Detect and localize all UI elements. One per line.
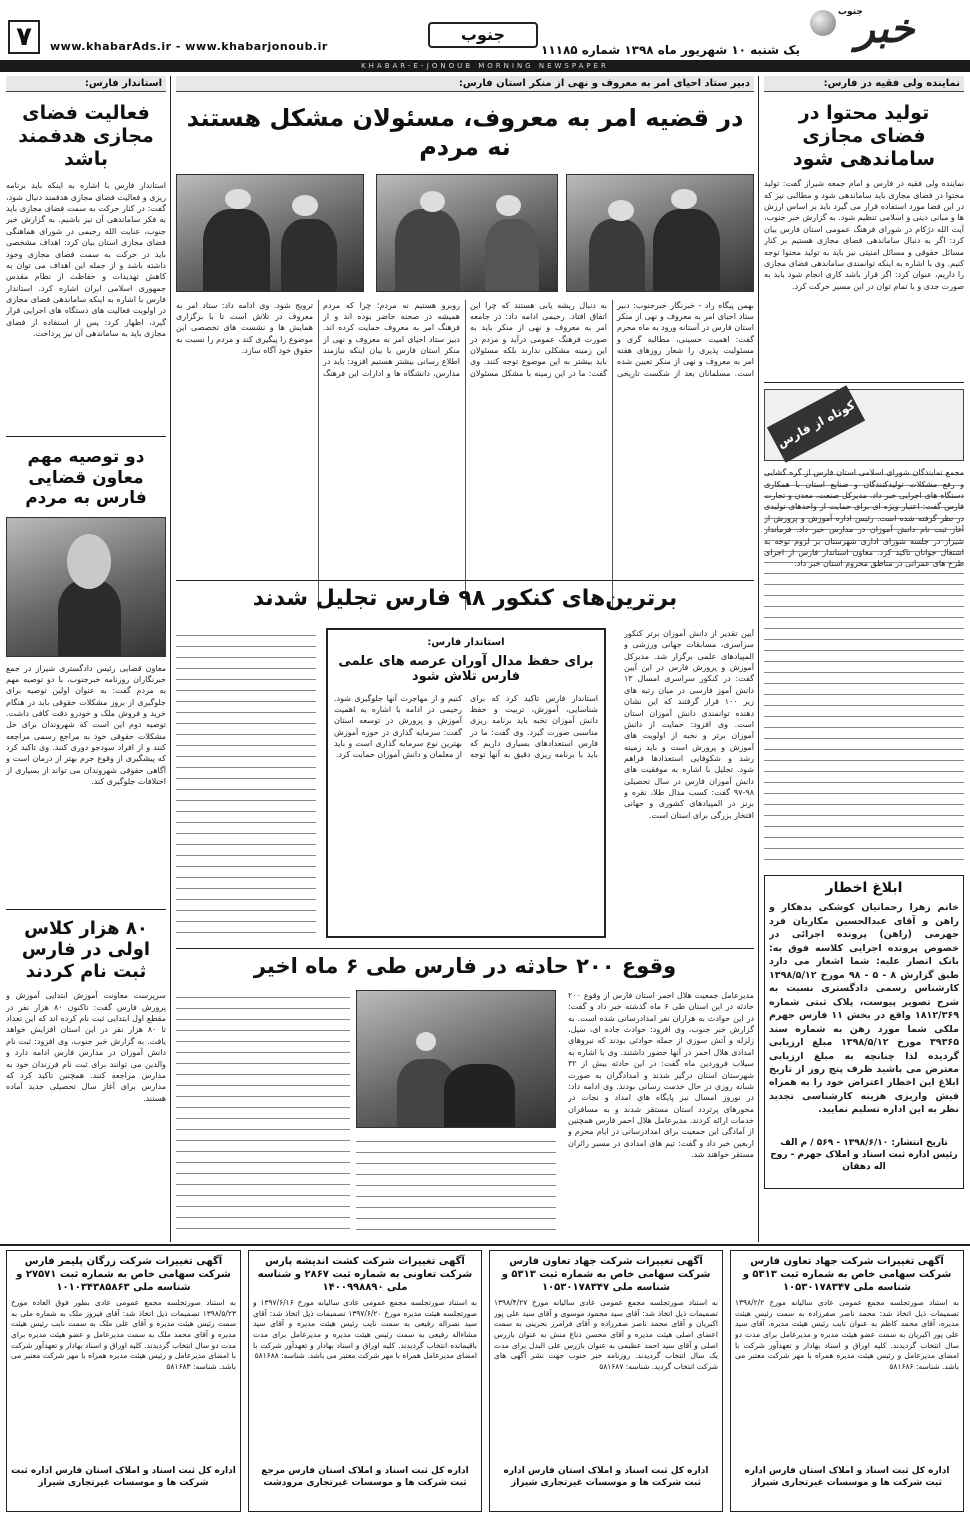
notice-date: تاریخ انتشار: ۱۳۹۸/۶/۱۰ - ۵۶۹ / م الف [780,1138,948,1149]
page-number: ۷ [8,20,40,54]
konkur-story [176,586,754,946]
left-headline-2: دو توصیه مهم معاون قضایی فارس به مردم [25,447,147,509]
notice-body: خانم زهرا رحمانیان کوشکی بدهکار و راهن و آقای عبدالحسین مکاریان فرد جهرمی (راهن) پرونده اجرائی در خصوص پرونده اجرایی کلاسه فوق به: بانک انصار علیه: شما اشعار می دارد طبق گزارش ۸ - ۵ - ۹۸ مورخ ۱۳۹۸/۵/۱۲ کارشناس رسمی دادگستری نسبت به شرح تصویر پیوست، پلاک ثبتی شماره ۱۸۱۲/۳۶۹ واقع در بخش ۱۱ فارس جهرم ملکی شما مورد رهن به شماره سند ۳۹۳۶۵ مورخ ۱۳۹۸/۵/۱۲ مبلغ ارزیابی گردیده لذا چنانچه به مبلغ ارزیابی معترض می باشید ظرف پنج روز از تاریخ ابلاغ این اخطار اعتراض خود را به همراه فیش واریزی هزینه کارشناسی تجدید نظر به این اداره تسلیم نمایید. [769,902,959,1116]
konkur-box-body: استاندار فارس تاکید کرد که برای شناسایی، آموزش، تربیت و حفظ دانش آموزان نخبه باید برنامه ریزی مناسبی صورت گیرد. وی گفت: ما در فارس استعدادهای بسیاری داریم که باید با برنامه ریزی دقیق به آنها توجه کنیم و از مهاجرت آنها جلوگیری شود. رحیمی در ادامه با اشاره به اهمیت آموزش و پرورش در توسعه استان گفت: سرمایه گذاری در حوزه آموزش بهترین نوع سرمایه گذاری است و باید از معلمان و دانش آموزان حمایت کرد. [334,693,598,760]
ad-title: آگهی تغییرات شرکت جهاد تعاون فارس شرکت سهامی خاص به شماره ثبت ۵۳۱۳ و شناسه ملی ۱۰۵۳۰۱۷۸۳۴۷ [742,1256,952,1293]
left-body-2: معاون قضایی رئیس دادگستری شیراز در جمع خبرنگاران روزنامه خبرجنوب، با دو توصیه مهم به مردم گفت: به عنوان اولین توصیه برای جلوگیری از بروز مشکلات حقوقی باید در هنگام خرید و فروش ملک و خودرو دقت کافی داشت. توصیه دوم این است که شهروندان برای حل مشکلات حقوقی خود به مراجع رسمی مراجعه کنند و از افراد سودجو دوری کنند. وی تاکید کرد که پیشگیری از وقوع جرم بهتر از درمان است و آگاهی حقوقی شهروندان می تواند از بسیاری از اختلافات جلوگیری کند. [6,663,166,787]
brief-body: مجمع نمایندگان شورای اسلامی استان فارس از گره گشایی و رفع مشکلات تولیدکنندگان و صنایع استان با همکاری دستگاه های اجرایی خبر داد. مدیرکل صنعت، معدن و تجارت فارس گفت: اعتبار ویژه ای برای حمایت از واحدهای تولیدی در نظر گرفته شده است. رئیس اداره آموزش و پرورش از آغاز ثبت نام دانش آموزان در مدارس خبر داد. فرماندار شیراز در جلسه شورای اداری شهرستان بر لزوم توجه به اشتغال جوانان تاکید کرد. معاون استاندار فارس از اجرای طرح های عمرانی در مناطق محروم استان خبر داد. [764,467,964,867]
masthead-small: جنوب [838,7,863,17]
left-kicker: استاندار فارس: [6,76,166,92]
ad-body: به استناد صورتجلسه مجمع عمومی عادی سالیانه مورخ ۱۳۹۸/۴/۲۷ تصمیمات ذیل اتخاذ شد: آقای سید محمود موسوی و آقای سید علی پور اکبریان و آقای محمد ناصر صفرزاده و آقای فرامرز بحرینی به سمت اعضای اصلی هیئت مدیره و آقای محسن دناغ منش به عنوان بازرس اصلی و آقای سید احمد عظیمی به عنوان بازرس علی البدل برای مدت یک سال انتخاب گردیدند. روزنامه خبر جنوب جهت نشر آگهی های شرکت انتخاب گردید. شناسه: ۵۸۱۶۸۷ [494,1298,718,1371]
accidents-headline: وقوع ۲۰۰ حادثه در فارس طی ۶ ماه اخیر [253,954,677,978]
konkur-body-cont [176,628,316,938]
photo-ceremony-2 [376,174,558,292]
section-label: جنوب [428,22,538,48]
main-body: بهمن پیگاه راد - خبرنگار خبرجنوب: دبیر ستاد احیای امر به معروف و نهی از منکر استان فارس در آستانه ورود به ماه محرم گفت: اهمیت حسینی، مطالبه گری و مسئولیت پذیری را شعار روزهای هفته امر به معروف و نهی از منکر تعیین شده است. مسلمانان بعد از شکست تاریخی به دنبال ریشه یابی هستند که چرا این اتفاق افتاد. رحیمی ادامه داد: در جامعه امر به معروف و نهی از منکر باید به صورت فرهنگ عمومی درآید و مردم در این زمینه مشکلی ندارند بلکه مسئولان باید بیشتر به این موضوع توجه کنند. وی گفت: ما در این زمینه با مشکل مسئولان روبرو هستیم نه مردم؛ چرا که مردم همیشه در صحنه حاضر بوده اند و از فرهنگ امر به معروف حمایت کرده اند. دبیر ستاد احیای امر به معروف و نهی از منکر استان فارس با بیان اینکه نیازمند اطلاع رسانی بیشتر هستیم افزود: باید در مدارس، دانشگاه ها و ادارات این فرهنگ ترویج شود. وی ادامه داد: ستاد امر به معروف در تلاش است تا با برگزاری همایش ها و نشست های تخصصی این موضوع را پیگیری کند و مردم را نسبت به حقوق خود آگاه سازد. [176,300,754,378]
right-kicker: نماینده ولی فقیه در فارس: [764,76,964,92]
photo-ceremony-1 [566,174,754,292]
ad-body: به استناد صورتجلسه مجمع عمومی عادی بطور فوق العاده مورخ ۱۳۹۸/۵/۲۳ تصمیمات ذیل اتخاذ شد: آقای فیروز ملک به شماره ملی به سمت رئیس هیئت مدیره و آقای علی ملک به سمت نایب رئیس هیئت مدیره و آقای محمد ملک به سمت مدیرعامل و عضو هیئت مدیره برای مدت دو سال انتخاب گردیدند. کلیه اوراق و اسناد بهادار و تعهدآور شرکت با امضای مدیرعامل و رئیس هیئت مدیره همراه با مهر شرکت معتبر می باشد. شناسه: ۵۸۱۶۸۳ [11,1298,236,1371]
main-story [176,76,754,576]
website-urls[interactable]: www.khabarAds.ir - www.khabarjonoub.ir [50,40,328,53]
konkur-box [326,628,606,938]
official-portrait-photo [6,517,166,657]
right-body: نماینده ولی فقیه در فارس و امام جمعه شیراز گفت: تولید محتوا در فضای مجازی باید ساماندهی شود و مطالبی نیز که در این فضا مورد استفاده قرار می گیرد باید بر اساس ارزش ها و مبانی دینی و اسلامی تنظیم شود. به گزارش خبر جنوب، آیت الله دژکام در شورای فرهنگ عمومی استان فارس بیان کرد: اگر به دنبال ساماندهی فضای مجازی هستیم بر کنار مسائل حقوقی و مسائل امنیتی نیز باید به تولید محتوا توجه کنیم. وی با اشاره به اینکه توانمندی ساماندهی فضای مجازی را داریم، عنوان کرد: اگر قرار باشد کاری انجام شود باید به صورت جدی و با تمام توان در این مسیر حرکت کرد. [764,179,964,291]
ad-title: آگهی تغییرات شرکت کشت اندیشه پارس شرکت تعاونی به شماره ثبت ۲۸۶۷ و شناسه ملی ۱۴۰۰۹۹۸۸۹۰ [257,1256,473,1293]
left-headline-3: ۸۰ هزار کلاس اولی در فارس ثبت نام کردند [21,917,151,982]
ad-box [730,1250,964,1512]
main-photos [176,174,754,292]
brief-badge: کوتاه از فارس [767,386,865,464]
konkur-box-kicker: استاندار فارس: [427,637,505,648]
ad-box [248,1250,482,1512]
ad-footer: اداره کل ثبت اسناد و املاک استان فارس اداره ثبت شرکت ها و موسسات غیرتجاری شیراز [744,1466,950,1488]
page-header [0,0,970,72]
ad-box [6,1250,241,1512]
photo-ceremony-3 [176,174,364,292]
accidents-body-cont [176,990,350,1234]
left-body: استاندار فارس با اشاره به اینکه باید برنامه ریزی و فعالیت فضای مجازی هدفمند دنبال شود، گفت: در کنار حرکت به سمت فضای مجازی باید به فکر ساماندهی آن نیز باشیم. به گزارش خبر جنوب، عنایت الله رحیمی در شورای هماهنگی فضای مجازی استان بیان کرد: اهداف مشخصی باید در حرکت به سمت فضای مجازی وجود داشته باشد و از جمله این اهداف می توان به کاهش تهدیدات و حفاظت از نظام مقدس جمهوری اسلامی ایران اشاره کرد. استاندار فارس با اشاره به اینکه ساماندهی فضای مجازی در اولویت فعالیت های دستگاه های اجرایی قرار گیرد، اظهار کرد: پس از استفاده از فضای مجازی باید به ساماندهی آن نیز پرداخت. [6,181,166,339]
notice-box [764,875,964,1189]
divider [764,382,964,383]
ads-row [6,1250,964,1512]
notice-signature: رئیس اداره ثبت اسناد و املاک جهرم - روح اله دهقان [770,1150,958,1173]
globe-icon [810,10,836,36]
notice-title: ابلاغ اخطار [825,880,903,897]
right-headline: تولید محتوا در فضای مجازی ساماندهی شود [792,102,936,170]
masthead-title: خبر [855,5,915,52]
masthead-logo [806,4,964,56]
ad-title: آگهی تغییرات شرکت جهاد تعاون فارس شرکت سهامی خاص به شماره ثبت ۵۳۱۳ و شناسه ملی ۱۰۵۳۰۱۷۸۳۴۷ [501,1256,711,1293]
konkur-body: آیین تقدیر از دانش آموزان برتر کنکور سراسری، مسابقات جهانی ورزشی و المپیادهای علمی برگزار شد. مدیرکل آموزش و پرورش فارس در این آیین گفت: در کنکور سراسری امسال ۱۳ دانش آموز فارسی در میان رتبه های زیر ۱۰۰ قرار گرفتند که این نشان دهنده توانمندی دانش آموزان استان است. وی افزود: حمایت از دانش آموزان برتر و نخبه از اولویت های آموزش و پرورش است و باید زمینه رشد و شکوفایی استعدادها فراهم شود. تجلیل با اشاره به موفقیت های دانش آموزان فارس در سال تحصیلی ۹۸-۹۷ گفت: کسب مدال طلا، نقره و برنز در المپیادهای کشوری و جهانی افتخار بزرگی برای استان است. [624,629,754,820]
left-column [6,76,166,1242]
left-headline: فعالیت فضای مجازی هدفمند باشد [18,102,154,170]
konkur-box-headline: برای حفظ مدال آوران عرصه های علمی فارس تلاش شود [338,653,594,685]
konkur-headline: برترین‌های کنکور ۹۸ فارس تجلیل شدند [252,586,678,611]
accidents-story [176,954,754,1238]
accidents-body: مدیرعامل جمعیت هلال احمر استان فارس از وقوع ۲۰۰ حادثه در این استان طی ۶ ماه گذشته خبر داد و گفت: در این حوادث به هزاران نفر امدادرسانی شده است. به گزارش خبر جنوب، وی افزود: حوادث جاده ای، سیل، زلزله و آتش سوزی از جمله حوادثی بودند که نیروهای امدادی هلال احمر در آنها حضور داشتند. وی با اشاره به سیلاب فروردین ماه گفت: در این حادثه بیش از ۳۲ شهرستان استان درگیر شدند و امدادگران به صورت شبانه روزی در حال خدمت رسانی بودند. وی ادامه داد: در نوروز امسال نیز پایگاه های امداد و نجات در محورهای پرتردد استان مستقر شدند و به مسافران خدمات ارائه کردند. مدیرعامل هلال احمر فارس همچنین از آمادگی این جمعیت برای امدادرسانی در ایام محرم و اربعین خبر داد و گفت: تیم های امدادی در مسیر زائران مستقر خواهند شد. [568,991,754,1160]
photo-accident-rescue [356,990,556,1128]
header-strip: KHABAR-E-JONOUB MORNING NEWSPAPER [0,60,970,72]
ad-body: به استناد صورتجلسه مجمع عمومی عادی سالیانه مورخ ۱۳۹۷/۶/۱۶ و صورتجلسه هیئت مدیره مورخ ۱۳۹۷/۶/۲۰ تصمیمات ذیل اتخاذ شد: آقای سید نصراله رفیعی به سمت نایب رئیس هیئت مدیره و آقای سید مشاءاله رفیعی به سمت رئیس هیئت مدیره و مدیرعامل برای مدت باقیمانده انتخاب گردیدند. کلیه اوراق و اسناد بهادار و تعهدآور شرکت با امضای مدیرعامل همراه با مهر شرکت معتبر می باشد. شناسه: ۵۸۱۶۸۸ [253,1298,477,1361]
accidents-body-cont-2 [356,1134,556,1234]
brief-badge-box [764,389,964,461]
dateline: یک شنبه ۱۰ شهریور ماه ۱۳۹۸ شماره ۱۱۱۸۵ [541,43,800,57]
ad-title: آگهی تغییرات شرکت زرگان پلیمر فارس شرکت سهامی خاص به شماره ثبت ۲۷۵۷۱ و شناسه ملی ۱۰۱۰۳۴۳۸۵۸۶۳ [16,1256,231,1293]
right-column [764,76,964,1242]
ad-footer: اداره کل ثبت اسناد و املاک استان فارس اداره ثبت شرکت ها و موسسات غیرتجاری شیراز [503,1466,709,1488]
ad-box [489,1250,723,1512]
ad-footer: اداره کل ثبت اسناد و املاک استان فارس اداره ثبت شرکت ها و موسسات غیرتجاری شیراز [11,1466,236,1488]
main-headline: در قضیه امر به معروف، مسئولان مشکل هستند نه مردم [186,104,744,161]
main-kicker: دبیر ستاد احیای امر به معروف و نهی از منکر استان فارس: [176,76,754,92]
ad-body: به استناد صورتجلسه مجمع عمومی عادی سالیانه مورخ ۱۳۹۸/۲/۲ تصمیمات ذیل اتخاذ شد: محمد ناصر صفرزاده به سمت رئیس هیئت مدیره، آقای محمد کاظم به عنوان نایب رئیس هیئت مدیره، آقای سید علی پور اکبریان به سمت عضو هیئت مدیره و مدیرعامل برای مدت دو سال انتخاب گردیدند. کلیه اوراق و اسناد بهادار و تعهدآور شرکت با امضای مدیرعامل و رئیس هیئت مدیره همراه با مهر شرکت معتبر می باشد. شناسه: ۵۸۱۶۸۶ [735,1298,959,1371]
ad-footer: اداره کل ثبت اسناد و املاک استان فارس مرجع ثبت شرکت ها و موسسات غیرتجاری مرودشت [261,1466,469,1488]
left-body-3: سرپرست معاونت آموزش ابتدایی آموزش و پرورش فارس گفت: تاکنون ۸۰ هزار نفر در مقطع اول ابتدایی ثبت نام کرده اند که این تعداد تا ۸۰ هزار نفر در این استان افزایش خواهد یافت. به گزارش خبر جنوب، وی افزود: ثبت نام دانش آموزان در مدارس فارس ادامه دارد و والدین می توانند برای ثبت نام فرزندان خود به مدارس مراجعه کنند. همچنین تاکید کرد که مدارس برای آغاز سال تحصیلی جدید آماده هستند. [6,991,166,1103]
